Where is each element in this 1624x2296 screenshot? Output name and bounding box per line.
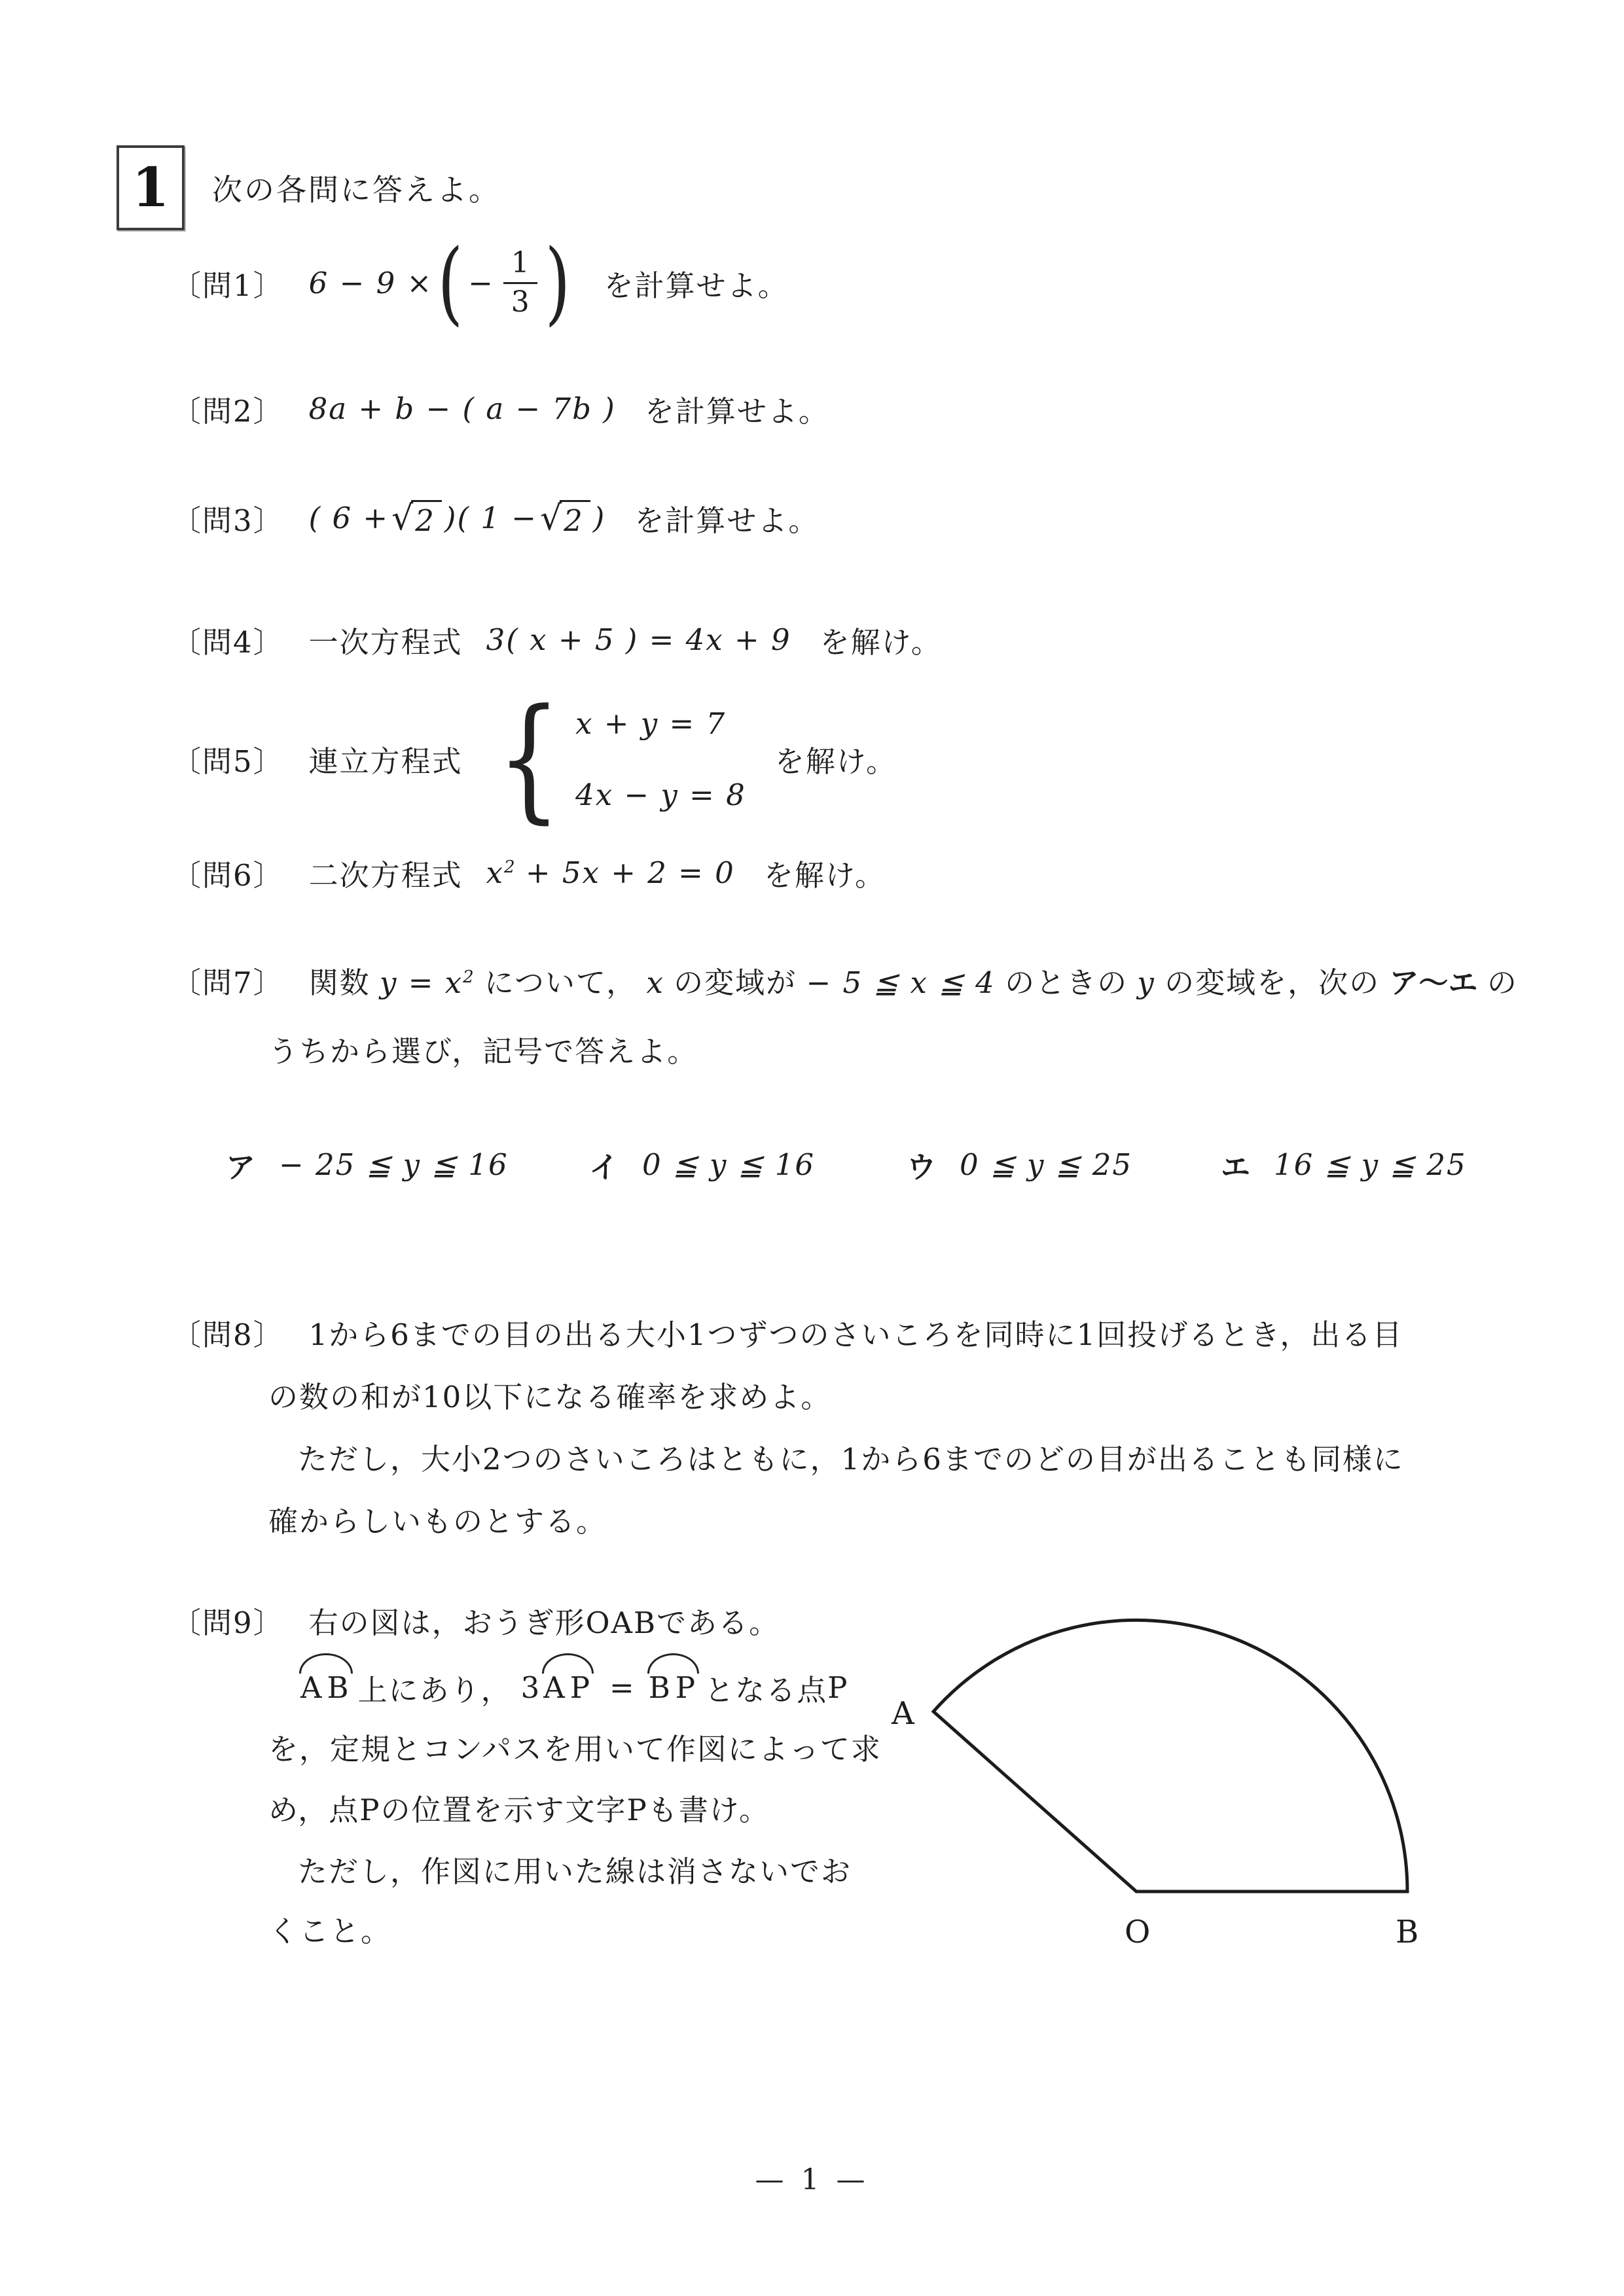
radical-sign: √ (391, 499, 414, 538)
problem-2-row (171, 387, 829, 429)
section-instruction: 次の各問に答えよ。 (212, 172, 501, 207)
point-p-letter: P (827, 1670, 853, 1705)
fraction-sign: − (468, 265, 494, 300)
option-u (907, 1140, 1132, 1189)
problem-2-expression: 8a + b − ( a − 7b ) (308, 391, 616, 426)
fraction-denominator: 3 (511, 285, 530, 319)
expression-rest: + 5x + 2 = 0 (514, 855, 735, 890)
problem-3-row (171, 492, 819, 543)
text-segment: となる点 (704, 1672, 828, 1708)
option-a-key: ア (226, 1149, 256, 1185)
problem-8-line2-text: の数の和が10以下になる確率を求めよ。 (268, 1379, 832, 1414)
option-i-value: 0 ≦ y ≦ 16 (642, 1147, 815, 1182)
equals-sign: = (609, 1670, 634, 1705)
section-number-box (117, 145, 185, 230)
problem-8-line2 (268, 1374, 831, 1414)
problem-9-line3 (268, 1727, 882, 1766)
sector-outline (933, 1620, 1407, 1892)
problem-1-row (171, 230, 789, 335)
option-u-key: ウ (907, 1149, 937, 1185)
sector-figure (864, 1564, 1453, 1983)
problem-5-row (171, 681, 897, 836)
problem-5-suffix: を解け。 (774, 744, 897, 779)
problem-9-line2 (297, 1668, 852, 1707)
problem-7-label: 〔問7〕 (171, 965, 284, 1000)
problem-9-line3-text: を，定規とコンパスを用いて作図によって求 (268, 1731, 882, 1767)
equation-2: 4x − y = 8 (575, 777, 746, 812)
problem-4-row (171, 619, 942, 660)
arc-bp: BP (646, 1670, 703, 1705)
problem-4-label: 〔問4〕 (171, 624, 284, 660)
option-i (589, 1140, 815, 1189)
arc-ab: AB (298, 1670, 357, 1705)
problem-7-text-line1 (309, 959, 1518, 1001)
radicand-1: 2 (411, 500, 442, 535)
problem-9-line6-text: くこと。 (268, 1913, 392, 1948)
expression-part-a: ( 6 + (308, 500, 389, 535)
problem-9-label: 〔問9〕 (171, 1605, 284, 1640)
problem-7-row (171, 957, 1518, 1003)
problem-1-suffix: を計算せよ。 (604, 268, 789, 303)
expression-exponent: 2 (504, 857, 515, 877)
problem-4-expression: 3( x + 5 ) = 4x + 9 (486, 622, 791, 657)
option-e (1221, 1140, 1467, 1189)
text-segment: の変域が (674, 965, 797, 1000)
problem-3-label: 〔問3〕 (171, 503, 284, 538)
math-x-range: − 5 ≦ x ≦ 4 (806, 965, 996, 1000)
expression-base: x (486, 855, 505, 890)
text-segment: 関数 (308, 965, 370, 1000)
option-e-key: エ (1221, 1149, 1251, 1185)
problem-5-lead: 連立方程式 (308, 744, 463, 779)
expression-part-c: ) (592, 500, 606, 535)
right-paren: ) (545, 230, 571, 335)
problem-9-line4-text: め，点Pの位置を示す文字Pも書け。 (268, 1792, 770, 1827)
problem-3-suffix: を計算せよ。 (634, 503, 820, 538)
option-a-value: − 25 ≦ y ≦ 16 (279, 1147, 509, 1182)
problem-6-row (171, 850, 886, 895)
problem-9-line4 (268, 1787, 770, 1827)
problem-6-label: 〔問6〕 (171, 857, 284, 893)
option-u-value: 0 ≦ y ≦ 25 (960, 1147, 1132, 1182)
problem-7-text-line2: うちから選び，記号で答えよ。 (268, 1033, 698, 1069)
sector-svg (864, 1564, 1453, 1983)
problem-6-lead: 二次方程式 (308, 857, 463, 893)
radical-sign: √ (539, 499, 562, 538)
math-segment (380, 965, 484, 1000)
radical-2 (539, 499, 590, 538)
option-e-value: 16 ≦ y ≦ 25 (1274, 1147, 1467, 1182)
expression-prefix: 6 − 9 × (308, 265, 433, 300)
problem-9-line1: 右の図は，おうぎ形OABである。 (308, 1605, 780, 1640)
vertex-label-b: B (1396, 1914, 1419, 1950)
problem-8-row (171, 1312, 1403, 1352)
problem-8-label: 〔問8〕 (171, 1317, 284, 1352)
problem-1-label: 〔問1〕 (171, 268, 284, 303)
exponent: 2 (463, 967, 474, 987)
radical-1 (391, 499, 442, 538)
section-number: 1 (132, 156, 170, 219)
system-equations (575, 706, 746, 812)
text-segment: について， (484, 965, 638, 1000)
arc-ap: AP (541, 1670, 598, 1705)
problem-1-expression (308, 230, 575, 335)
choices-range-label: ア～エ (1389, 965, 1478, 1000)
problem-8-line3-text: ただし，大小2つのさいころはともに，1から6までのどの目が出ることも同様に (298, 1441, 1404, 1477)
problem-6-suffix: を解け。 (763, 857, 886, 893)
problem-8-line4 (268, 1499, 607, 1538)
problem-3-expression (308, 499, 606, 538)
system-brace: { (496, 681, 561, 836)
text-segment: のときの (1005, 965, 1128, 1000)
vertex-label-a: A (892, 1695, 914, 1732)
page-number: — 1 — (755, 2163, 869, 2197)
math-y-eq-x: y = x (379, 965, 463, 1000)
equation-system (486, 681, 746, 836)
option-i-key: イ (589, 1149, 619, 1185)
fraction (503, 246, 537, 320)
fraction-numerator: 1 (503, 246, 537, 284)
answer-options (0, 1140, 1624, 1189)
text-segment: の (1487, 965, 1518, 1000)
problem-7-line2 (268, 1029, 698, 1068)
radicand-2: 2 (560, 500, 590, 535)
problem-9-row (171, 1600, 780, 1640)
problem-6-expression (486, 855, 735, 890)
left-paren: ( (437, 230, 463, 335)
problem-9-line5-text: ただし，作図に用いた線は消さないでお (298, 1854, 852, 1889)
problem-8-line4-text: 確からしいものとする。 (268, 1503, 607, 1539)
problem-9-line5 (298, 1849, 852, 1888)
expression-part-b: )( 1 − (444, 500, 537, 535)
option-a (226, 1140, 509, 1189)
coefficient-3: 3 (520, 1670, 540, 1705)
problem-4-suffix: を解け。 (820, 624, 942, 660)
math-x: x (646, 965, 664, 1000)
math-y: y (1137, 965, 1155, 1000)
problem-5-label: 〔問5〕 (171, 744, 284, 779)
text-segment: 上にあり， (357, 1672, 512, 1708)
problem-8-line3 (298, 1437, 1404, 1476)
problem-4-lead: 一次方程式 (308, 624, 463, 660)
problem-9-line6 (268, 1909, 391, 1948)
text-segment: の変域を，次の (1164, 965, 1380, 1000)
problem-2-label: 〔問2〕 (171, 393, 284, 429)
problem-2-suffix: を計算せよ。 (644, 393, 829, 429)
vertex-label-o: O (1125, 1914, 1151, 1950)
problem-8-line1: 1から6までの目の出る大小1つずつのさいころを同時に1回投げるとき，出る目 (308, 1317, 1403, 1352)
equation-1: x + y = 7 (575, 706, 727, 741)
